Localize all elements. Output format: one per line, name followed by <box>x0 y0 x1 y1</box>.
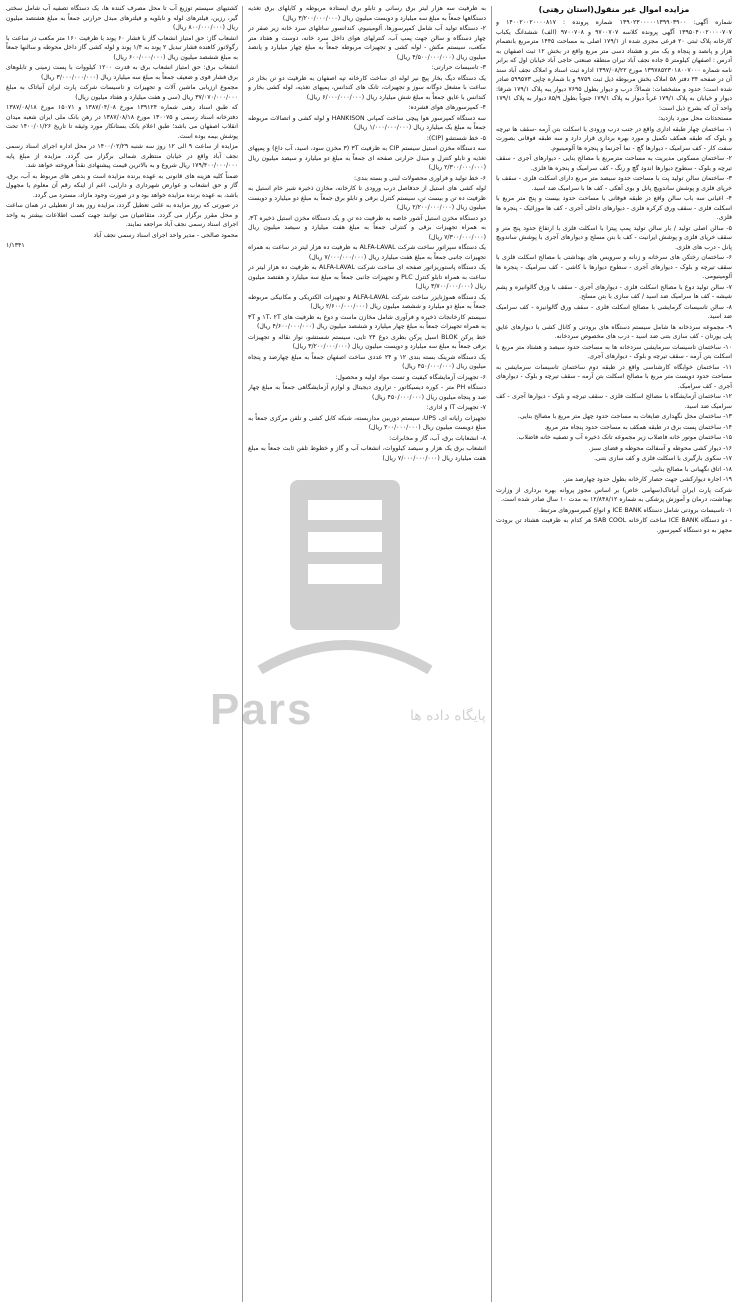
notice-column-right <box>496 4 732 1304</box>
notice-paragraph: ۱- ساختمان چهار طبقه اداری واقع در جنب درب ورودی با اسکلت بتن آرمه -سقف ها تیرچه و بلوک که طبقه همکف تکمیل و مورد بهره برداری قرار دارد و سه طبقه فوقانی بصورت سفت کار - کف سرامیک - دیوارها گچ - نما آجرنما و پنجره ها آلومینیوم. <box>496 125 732 152</box>
notice-paragraph: لوله کشی های استیل از حدفاصل درب ورودی تا کارخانه، مخازن ذخیره شیر خام استیل به ظرفیت ده تن و بیست تن، سیستم کنترل برقی و تابلو برق جمعاً به مبلغ دو میلیارد و دویست میلیون ریال (۲/۲۰۰/۰۰۰/۰۰۰ ریال) <box>248 185 486 211</box>
notice-paragraph: انشعاب برق: حق امتیاز انشعاب برق به قدرت ۱۲۰۰ کیلووات با پست زمینی و تابلوهای برق فشار قوی و ضعیف جمعاً به مبلغ سه میلیارد ریال (۳/۰۰۰/۰۰۰/۰۰۰ ریال) <box>6 64 238 81</box>
notice-paragraph: ۸- سالن تاسیسات گرمایشی با مصالح اسکلت فلزی - سقف ورق گالوانیزه - کف سرامیک ضد اسید. <box>496 303 732 320</box>
notice-paragraph: یک دستگاه سپراتور ساخت شرکت ALFA-LAVAL به ظرفیت ده هزار لیتر در ساعت به همراه تجهیزات جانبی جمعاً به مبلغ هفت میلیارد ریال (۷/۰۰۰/۰۰۰/۰۰۰ ریال) <box>248 244 486 261</box>
notice-paragraph: ۶- ساختمان رختکن های سرخانه و زنانه و سرویس های بهداشتی با مصالح اسکلت فلزی با سقف تیرچه و بلوک - دیوارهای آجری - سطوح دیوارها با کاشی - کف سرامیک - پنجره ها آلومینیومی. <box>496 254 732 280</box>
watermark-tagline: پایگاه داده ها <box>410 708 486 724</box>
footer-id: ۱/۱۳۴۱ <box>6 242 25 249</box>
notice-paragraph: ۲- ساختمان مسکونی مدیریت به مساحت مترمربع با مصالح بنایی - دیوارهای آجری - سقف تیرچه و بلوک - سطوح دیوارها اندود گچ و رنگ - کف سرامیک و پنجره ها فلزی. <box>496 155 732 172</box>
notice-paragraph: انشعاب برق یک هزار و سیصد کیلووات، انشعاب آب و گاز و خطوط تلفن ثابت جمعاً به مبلغ هفت میلیارد ریال (۷/۰۰۰/۰۰۰/۰۰۰ ریال) <box>248 445 486 462</box>
notice-column-left <box>6 4 238 1304</box>
notice-paragraph: ۵- سالن اصلی تولید / بار سالن تولید پمپ پیتزا با اسکلت فلزی با ارتفاع حدود پنج متر و سقف خرپای فلزی و پوشش ایرانیت - کف با بتن مسلح و دیوارهای آجری با پوشش ساندویچ پانل - درب های فلزی. <box>496 224 732 251</box>
notice-paragraph: ۱- تاسیسات برودتی شامل دستگاه ICE BANK و انواع کمپرسورهای مرتبط. <box>538 506 732 514</box>
notice-paragraph: مزایده از ساعت ۹ الی ۱۲ روز سه شنبه ۱۴۰۰/۰۲/۲۹ در محل اداره اجرای اسناد رسمی نجف آباد واقع در خیابان منتظری شمالی برگزار می گردد. مزایده از مبلغ پایه ۱۷۹/۴۰۰/۰۰۰/۰۰۰ ریال شروع و به بالاترین قیمت پیشنهادی نقداً فروخته خواهد شد. <box>6 143 238 169</box>
notice-paragraph: انشعاب گاز: حق امتیاز انشعاب گاز با فشار ۶۰ پوند با ظرفیت ۱۶۰ متر مکعب در ساعت با رگولاتور کاهنده فشار تبدیل ۲ پوند به ۱/۴ پوند و لوله کشی گاز داخل محوطه و سالنها جمعاً به مبلغ ششصد میلیون ریال (۶۰۰/۰۰۰/۰۰۰ ریال) <box>6 34 238 61</box>
notice-paragraph: خط پرکن BLOK اسیل پرکن بطری دوغ ۲۴ تایی، سیستم شستشو، نوار نقاله و تجهیزات برقی جمعاً به مبلغ سه میلیارد و دویست میلیون ریال (۳/۲۰۰/۰۰۰/۰۰۰ ریال) <box>248 333 486 350</box>
middle-column-paragraphs <box>248 4 486 463</box>
notice-paragraph: تجهیزات رایانه ای، UPS، سیستم دوربین مداربسته، شبکه کابل کشی و تلفن مرکزی جمعاً به مبلغ دویست میلیون ریال (۲۰۰/۰۰۰/۰۰۰ ریال) <box>248 414 486 431</box>
notice-paragraph: مجموع ارزیابی ماشین آلات و تجهیزات و تاسیسات شرکت پارت ایران آنیاتاک به مبلغ ۳۷/۰۷۰/۰۰۰/۰۰۰ ریال (سی و هفت میلیارد و هفتاد میلیون ریال) <box>6 84 238 101</box>
notice-paragraph: ۷- سالن تولید دوغ با مصالح اسکلت فلزی - دیوارهای آجری - سقف با ورق گالوانیزه و پشم شیشه - کف ها سرامیک ضد اسید / کف سازی با بتن مسلح. <box>496 283 732 300</box>
column-divider <box>491 6 492 1302</box>
notice-paragraph: ۱۰- ساختمان تاسیسات سرمایشی سردخانه ها به مساحت حدود سیصد و هشتاد متر مربع با اسکلت بتن آرمه - سقف تیرچه و بلوک - دیوارهای آجری. <box>496 343 732 360</box>
notice-paragraph: دو دستگاه مخزن استیل آشور خاصه به ظرفیت ده تن و یک دستگاه مخزن استیل ذخیره ۳T، به همراه تجهیزات برقی و کنترلی جمعاً به مبلغ هفت میلیارد و سیصد میلیون ریال (۷/۳۰۰/۰۰۰/۰۰۰ ریال) <box>248 214 486 241</box>
notice-paragraph: شرکت پارت ایران آنیاتاک(سهامی خاص) بر اساس مجوز پروانه بهره برداری از وزارت بهداشت، درمان و آموزش پزشکی به شماره ۱۲/۸۴۸/۱۲ به مدت ۱۰ سال صادر شده است. <box>496 486 732 503</box>
notice-paragraph: ۴- کمپرسورهای هوای فشرده: <box>408 104 486 111</box>
notice-paragraph: ضمناً کلیه هزینه های قانونی به عهده برنده مزایده است و بدهی های مربوط به آب، برق، گاز و حق انشعاب و عوارض شهرداری و دارایی، اعم از اینکه رقم آن معلوم یا مجهول باشد، به عهده برنده مزایده خواهد بود و در صورت وجود مازاد، مسترد می گردد. <box>6 172 238 199</box>
notice-paragraph: ۱۱- ساختمان خوابگاه کارشناسی واقع در طبقه دوم ساختمان تاسیسات سرمایشی به مساحت حدود دویست متر مربع با مصالح اسکلت بتن آرمه - سقف تیرچه و بلوک - دیوارهای آجری - کف سرامیک. <box>496 363 732 390</box>
watermark-brand: Pars <box>210 685 314 734</box>
right-column-paragraphs <box>496 18 732 535</box>
notice-paragraph: ۳- ساختمان سالن تولید پت با مساحت حدود سیصد متر مربع دارای اسکلت فلزی - سقف با خرپای فلزی و پوشش ساندویچ پانل و بوی آهکی - کف ها با سرامیک ضد اسید. <box>496 175 732 192</box>
notice-paragraph: که طبق اسناد رهنی شماره ۱۳۹۱۲۴ مورخ ۱۳۸۷/۰۴/۰۸ و ۱۵۰۷۱ مورخ ۱۳۸۷/۰۸/۱۸ دفترخانه اسناد رسمی و ۱۳۰۰۷۵ مورخ ۱۳۸۷/۰۸/۱۸ در رهن بانک ملی ایران شعبه میدان انقلاب اصفهان می باشد؛ طبق اعلام بانک بستانکار مورد وثیقه تا تاریخ ۱۴۰۰/۰۱/۲۶ تحت پوشش بیمه بوده است. <box>6 104 238 140</box>
notice-paragraph: ۱۸- اتاق نگهبانی با مصالح بنایی. <box>650 465 732 473</box>
notice-paragraph: ۳- تاسیسات حرارتی: <box>431 64 486 71</box>
notice-paragraph: ۹- مجموعه سردخانه ها شامل سیستم دستگاه های برودتی و کانال کشی با دیوارهای عایق پلی یورتان - کف سازی بتنی ضد اسید - درب های مخصوص سردخانه. <box>496 323 732 340</box>
notice-paragraph: ۱۳- ساختمان محل نگهداری ضایعات به مساحت حدود چهل متر مربع با مصالح بنایی. <box>517 413 732 420</box>
notice-paragraph: ۱۲- ساختمان آزمایشگاه با مصالح اسکلت فلزی - سقف تیرچه و بلوک - دیوارها آجری - کف سرامیک ضد اسید. <box>496 393 732 410</box>
notice-paragraph: دستگاه PH متر - کوره دیسیکاتور - ترازوی دیجیتال و لوازم آزمایشگاهی جمعاً به مبلغ چهار صد و پنجاه میلیون ریال (۴۵۰/۰۰۰/۰۰۰ ریال) <box>248 384 486 401</box>
notice-paragraph: ۷- تجهیزات IT و اداری: <box>426 404 486 411</box>
notice-paragraph: ۱۴- ساختمان پست برق در طبقه همکف به مساحت حدود پنجاه متر مربع. <box>544 423 732 431</box>
notice-paragraph: ۱۹- اجاره دیوارکشی جهت حصار کارخانه بطول حدود چهارصد متر. <box>562 476 732 483</box>
notice-paragraph: به ظرفیت سه هزار لیتر برق رسانی و تابلو برق ایستاده مربوطه و کابلهای برق تغذیه دستگاهها جمعاً به مبلغ سه میلیارد و دویست میلیون ریال (۳/۲۰۰/۰۰۰/۰۰۰ ریال) <box>248 5 486 22</box>
notice-paragraph: سه دستگاه مخزن استیل سیستم CIP به ظرفیت ۳T (۳ مخزن سود، اسید، آب داغ) و پمپهای تغذیه و تابلو کنترل و مبدل حرارتی صفحه ای جمعاً به مبلغ دو میلیارد و سیصد میلیون ریال (۲/۳۰۰/۰۰۰/۰۰۰ ریال) <box>248 145 486 171</box>
notice-paragraph: در صورتی که روز مزایده به علتی تعطیل گردد، مزایده روز بعد از تعطیلی در همان ساعت و محل مقرر برگزار می گردد. متقاضیان می توانند جهت کسب اطلاعات بیشتر به واحد اجرای اسناد رسمی نجف آباد مراجعه نمایند. <box>6 202 238 228</box>
notice-paragraph: ۱۷- سکوی بارگیری با اسکلت فلزی و کف سازی بتنی. <box>593 455 732 462</box>
notice-paragraph: یک دستگاه پاستوریزاتور صفحه ای ساخت شرکت ALFA-LAVAL به ظرفیت ده هزار لیتر در ساعت به همراه تابلو کنترل PLC و تجهیزات جانبی جمعاً به مبلغ سه میلیارد و هفتصد میلیون ریال (۳/۷۰۰/۰۰۰/۰۰۰ ریال) <box>248 264 486 290</box>
notice-paragraph: یک دستگاه دیگ بخار پیچ نیر لوله ای ساخت کارخانه تپه اصفهان به ظرفیت دو تن بخار در ساعت با مشعل دوگانه سوز و تجهیزات، تانک های کندانس، پمپهای تغذیه، لوله کشی بخار و کندانس با عایق جمعاً به مبلغ شش میلیارد ریال (۶/۰۰۰/۰۰۰/۰۰۰ ریال) <box>248 74 486 101</box>
notice-paragraph: سه دستگاه کمپرسور هوا پیچی ساخت کمپانی HANKISON و لوله کشی و اتصالات مربوطه جمعاً به مبلغ یک میلیارد ریال (۱/۰۰۰/۰۰۰/۰۰۰ ریال) <box>248 114 486 131</box>
notice-paragraph: شماره آگهی: ۱۳۹۰۲۳۰۰۰۰۰۱۳۹۹۰۳۹۰۰ شماره پرونده : ۱۴۰۰۲۰۰۲۰۰۰۰۸۱۷ و ۱۳۹۵۰۴۰۰۲۰۰۰۰۷۰۷ آگهی پرونده کلاسه ۹۷۰۰۷۰۷ و ۹۷۰۰۷۰۸ (الف) ششدانگ یکباب کارخانه پلاک ثبتی ۲۰ فرعی مجزی شده از ۱۷۹/۱ اصلی به مساحت ۱۴۴۵ مترمربع بانضمام هزار و پانصد و پنجاه و یک متر و هشتاد دسی متر مربع واقع در بخش ۱۲ ثبت اصفهان به آدرس : اصفهان کیلومتر ۵ جاده نجف آباد تیران منطقه صنعتی حاجی آباد خیابان اول که برابر نامه شماره ۱۳۹۷۸۵۲۳۰۱۸۰۰۷۰۰۰ مورخ ۱۳۹۷/۰۸/۲۲ اداره ثبت اسناد و املاک نجف آباد سند آن در صفحه ۳۴ دفتر ۵۸ املاک بخش مربوطه ذیل ثبت ۹۷۵۹ و با شماره چاپی ۵۹۹۵۷۳ صادر شده است؛ حدود و مشخصات: شمالاً: درب و دیوار بطول ۷۶۹۵ دیوار یبه پلاک ۱۷۹/۱ شرقا: دیوار و خیابان به پلاک ۱۷۹/۱ غرباً دیوار به پلاک ۱۷۹/۱ جنوباً بطول ۸۵/۹ دیوار به پلاک ۱۷۹/۱ واحد آن که بشرح ذیل است: <box>496 19 732 112</box>
notice-paragraph: ۱۶- دیوار کشی محوطه و آسفالت محوطه و فضای سبز. <box>588 444 732 452</box>
notice-paragraph: ۵- خط شستشو (CIP): <box>426 134 486 142</box>
notice-paragraph: ۶- تجهیزات آزمایشگاه کیفیت و تست مواد اولیه و محصول: <box>335 373 486 381</box>
notice-paragraph: مستحدثات محل مورد بازدید: <box>658 115 732 122</box>
notice-paragraph: ۸- انشعابات برق، آب، گاز و مخابرات: <box>389 434 486 442</box>
notice-column-middle <box>248 4 486 1304</box>
notice-paragraph: ۶- خط تولید و فراوری محصولات لبنی و بسته بندی: <box>354 174 486 182</box>
notice-paragraph: ۴- اعیانی سه باب سالن واقع در طبقه فوقانی با مساحت حدود بیست و پنج متر مربع با اسکلت فلزی - سقف ورق کرکره فلزی - دیوارهای داخلی آجری - کف ها موزائیک - پنجره ها فلزی. <box>496 195 732 221</box>
notice-paragraph: سیستم کارخانجات ذخیره و فرآوری شامل مخازن ماست و دوغ به ظرفیت های ۱T، ۲T و ۳T به همراه تجهیزات جمعاً به مبلغ چهار میلیارد و ششصد میلیون ریال (۴/۶۰۰/۰۰۰/۰۰۰ ریال) <box>248 313 486 330</box>
notice-paragraph: ۲- دستگاه تولید آب شامل کمپرسورها، آلومینیوم، کندانسور ساتلهای سرد خانه زیر صفر در چهار دستگاه و سالن جهت پمپ آب، کنترلهای هوای داخل سرد خانه، دوست و هفتاد متر مکعب، سیستم مکش - لوله کشی و تجهیزات مربوطه جمعاً به مبلغ چهار میلیارد و پانصد میلیون ریال (۴/۵۰۰/۰۰۰/۰۰۰ ریال) <box>248 25 486 61</box>
notice-paragraph: محمود صالحی - مدیر واحد اجرای اسناد رسمی نجف آباد <box>93 231 238 239</box>
notice-paragraph: یک دستگاه هموژنایزر ساخت شرکت ALFA-LAVAL و تجهیزات الکتریکی و مکانیکی مربوطه جمعاً به مبلغ دو میلیارد و ششصد میلیون ریال (۲/۶۰۰/۰۰۰/۰۰۰ ریال) <box>248 293 486 310</box>
notice-paragraph: یک دستگاه شرینک بسته بندی ۱۲ و ۲۴ عددی ساخت اصفهان جمعاً به مبلغ چهارصد و پنجاه میلیون ریال (۴۵۰/۰۰۰/۰۰۰ ریال) <box>248 353 486 370</box>
notice-paragraph: ۱۵- ساختمان موتور خانه فاضلاب زیر مجموعه تانک ذخیره آب و تصفیه خانه فاضلاب. <box>516 434 732 441</box>
left-column-paragraphs <box>6 4 238 240</box>
column-divider <box>242 6 243 1302</box>
notice-title: مزایده اموال غیر منقول(استان رهنی) <box>538 5 690 14</box>
notice-paragraph: کشتیهای سیستم توزیع آب تا محل مصرف کننده ها، یک دستگاه تصفیه آب شامل سختی گیر، رزین، فیلترهای لوله و تابلویه و فیلترهای مبدل حرارتی جمعاً به مبلغ هشتصد میلیون ریال (۸۰۰/۰۰۰/۰۰۰ ریال) <box>6 5 238 31</box>
notice-paragraph: - دو دستگاه ICE BANK ساخت کارخانه SAB COOL هر کدام به ظرفیت هشتاد تن برودت مجهز به دو دستگاه کمپرسور. <box>496 517 732 534</box>
